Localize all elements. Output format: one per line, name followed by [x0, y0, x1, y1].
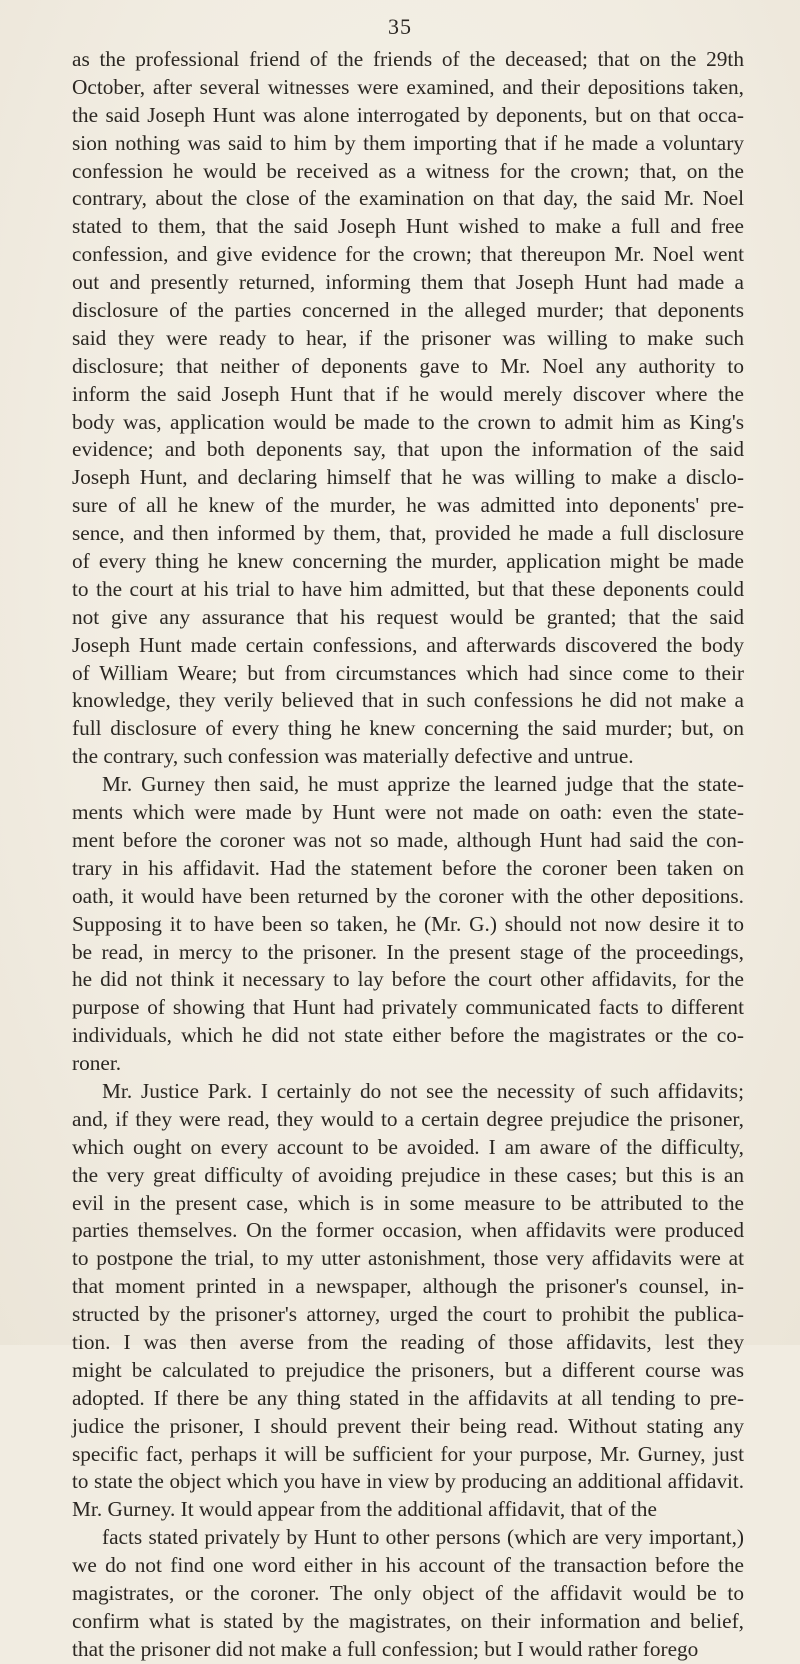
text-line: the said Joseph Hunt was alone interrogated by deponents, but on that occa- — [72, 102, 744, 127]
text-line: contrary, about the close of the examination on that day, the said Mr. Noel — [72, 186, 744, 211]
page-number: 35 — [388, 14, 412, 39]
text-line: to postpone the trial, to my utter astonishment, those very affidavits were at — [72, 1246, 744, 1271]
text-line: be read, in mercy to the prisoner. In the present stage of the proceedings, — [72, 939, 744, 964]
body-text — [72, 46, 744, 1664]
text-line: Mr. Gurney. It would appear from the additional affidavit, that of the — [72, 1497, 657, 1522]
text-line: full disclosure of every thing he knew concerning the said murder; but, on — [72, 716, 744, 741]
text-line: that moment printed in a newspaper, although the prisoner's counsel, in- — [72, 1274, 744, 1299]
text-line: of William Weare; but from circumstances which had since come to their — [72, 660, 744, 685]
text-line: sence, and then informed by them, that, provided he made a full disclosure — [72, 521, 744, 546]
text-line: evidence; and both deponents say, that upon the information of the said — [72, 437, 744, 462]
text-line: inform the said Joseph Hunt that if he would merely discover where the — [72, 381, 744, 406]
text-line: said they were ready to hear, if the prisoner was willing to make such — [72, 325, 744, 350]
text-line: tion. I was then averse from the reading of those affidavits, lest they — [72, 1329, 744, 1354]
text-line: ments which were made by Hunt were not made on oath: even the state- — [72, 800, 744, 825]
text-line: knowledge, they verily believed that in such confessions he did not make a — [72, 688, 744, 713]
text-line: sion nothing was said to him by them importing that if he made a voluntary — [72, 130, 744, 155]
text-line: and, if they were read, they would to a certain degree prejudice the prisoner, — [72, 1106, 744, 1131]
text-line: roner. — [72, 1051, 122, 1076]
text-line: disclosure of the parties concerned in the alleged murder; that deponents — [72, 298, 744, 323]
text-line: Mr. Gurney then said, he must apprize the learned judge that the state- — [102, 772, 744, 797]
text-line: adopted. If there be any thing stated in the affidavits at all tending to pre- — [72, 1385, 744, 1410]
text-line: body was, application would be made to the crown to admit him as King's — [72, 409, 744, 434]
text-line: Supposing it to have been so taken, he (Mr. G.) should not now desire it to — [72, 911, 744, 936]
text-line: confession, and give evidence for the crown; that thereupon Mr. Noel went — [72, 242, 744, 267]
text-line: might be calculated to prejudice the prisoners, but a different course was — [72, 1357, 744, 1382]
text-line: purpose of showing that Hunt had privately communicated facts to different — [72, 995, 744, 1020]
text-line: specific fact, perhaps it will be sufficient for your purpose, Mr. Gurney, just — [72, 1441, 744, 1466]
text-line: Joseph Hunt made certain confessions, and afterwards discovered the body — [72, 632, 744, 657]
text-line: he did not think it necessary to lay before the court other affidavits, for the — [72, 967, 744, 992]
text-line: Joseph Hunt, and declaring himself that he was willing to make a disclo- — [72, 465, 744, 490]
text-line: ment before the coroner was not so made, although Hunt had said the con- — [72, 827, 744, 852]
text-line: to the court at his trial to have him admitted, but that these deponents could — [72, 576, 744, 601]
text-line: as the professional friend of the friends of the deceased; that on the 29th — [72, 47, 744, 71]
text-line: confession he would be received as a witness for the crown; that, on the — [72, 158, 744, 183]
text-line: October, after several witnesses were examined, and their depositions taken, — [72, 74, 744, 99]
text-line: not give any assurance that his request would be granted; that the said — [72, 604, 744, 629]
text-line: trary in his affidavit. Had the statement before the coroner been taken on — [72, 855, 744, 880]
text-line: sure of all he knew of the murder, he was admitted into deponents' pre- — [72, 493, 744, 518]
text-line: individuals, which he did not state either before the magistrates or the co- — [72, 1023, 744, 1048]
text-line: out and presently returned, informing them that Joseph Hunt had made a — [72, 270, 744, 295]
text-line: which ought on every account to be avoided. I am aware of the difficulty, — [72, 1134, 744, 1159]
text-line: we do not find one word either in his account of the transaction before the — [72, 1553, 744, 1578]
text-line: disclosure; that neither of deponents gave to Mr. Noel any authority to — [72, 353, 744, 378]
text-line: evil in the present case, which is in some measure to be attributed to the — [72, 1190, 744, 1215]
text-line: to state the object which you have in view by producing an additional affidavit. — [72, 1469, 744, 1494]
text-line: stated to them, that the said Joseph Hunt wished to make a full and free — [72, 214, 744, 239]
text-line: the contrary, such confession was materially defective and untrue. — [72, 744, 634, 769]
text-line: oath, it would have been returned by the coroner with the other depositions. — [72, 883, 744, 908]
text-line: magistrates, or the coroner. The only object of the affidavit would be to — [72, 1580, 744, 1605]
text-line: parties themselves. On the former occasion, when affidavits were produced — [72, 1218, 744, 1243]
text-line: of every thing he knew concerning the murder, application might be made — [72, 549, 744, 574]
text-line: facts stated privately by Hunt to other persons (which are very important,) — [102, 1525, 744, 1550]
text-line: Mr. Justice Park. I certainly do not see the necessity of such affidavits; — [102, 1078, 744, 1103]
text-line: structed by the prisoner's attorney, urged the court to prohibit the publica- — [72, 1302, 744, 1327]
text-line: the very great difficulty of avoiding prejudice in these cases; but this is an — [72, 1162, 744, 1187]
text-line: confirm what is stated by the magistrates, on their information and belief, — [72, 1608, 744, 1633]
text-line: that the prisoner did not make a full confession; but I would rather forego — [72, 1636, 699, 1661]
text-line: judice the prisoner, I should prevent their being read. Without stating any — [72, 1413, 744, 1438]
